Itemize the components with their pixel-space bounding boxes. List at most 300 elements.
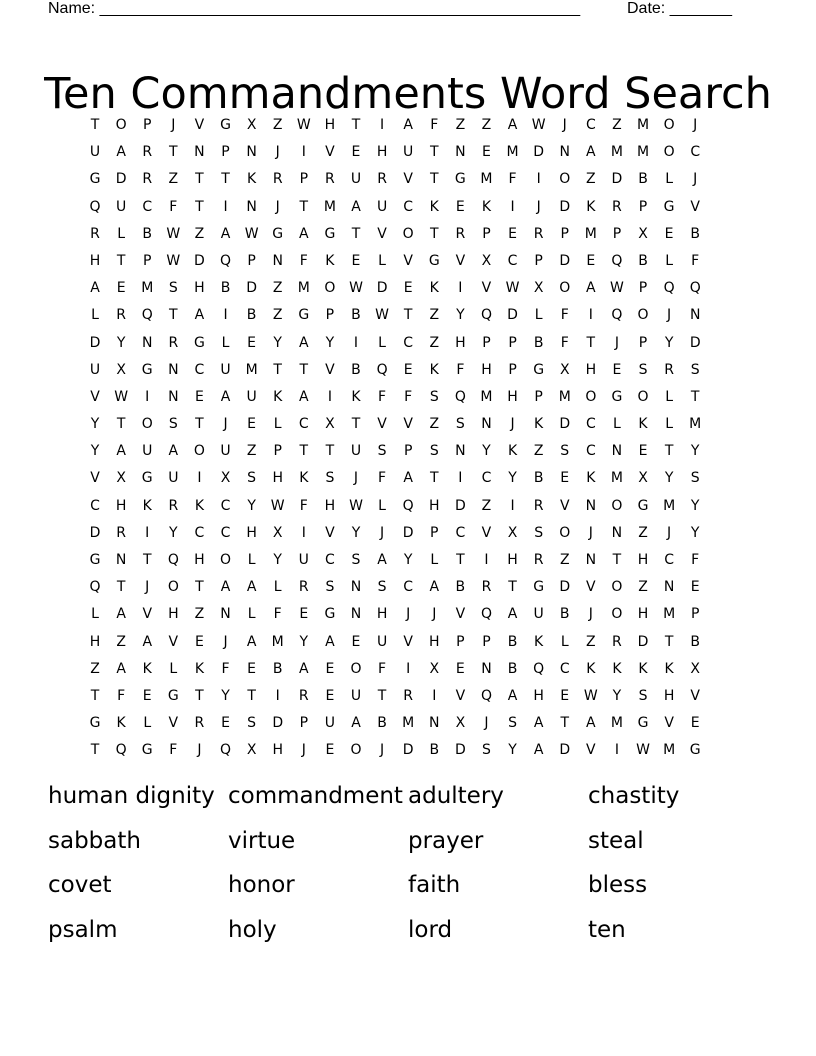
- grid-letter: Q: [454, 388, 466, 405]
- grid-letter: P: [534, 388, 543, 405]
- grid-letter: T: [429, 470, 439, 487]
- grid-letter: L: [665, 252, 674, 269]
- grid-letter: Y: [169, 524, 178, 541]
- grid-letter: C: [455, 524, 466, 541]
- grid-letter: N: [455, 443, 466, 460]
- grid-letter: Z: [481, 117, 492, 133]
- grid-letter: O: [559, 524, 571, 541]
- grid-letter: D: [559, 579, 571, 596]
- grid-letter: A: [586, 280, 596, 297]
- word-list-item: honor: [228, 872, 295, 898]
- grid-letter: K: [194, 497, 205, 514]
- grid-letter: A: [586, 144, 596, 161]
- grid-letter: H: [324, 117, 336, 133]
- grid-letter: N: [429, 715, 440, 732]
- grid-letter: G: [220, 117, 231, 133]
- grid-letter: P: [508, 361, 517, 378]
- grid-letter: V: [325, 524, 335, 541]
- grid-letter: N: [585, 497, 597, 514]
- grid-letter: L: [143, 715, 152, 732]
- grid-letter: T: [325, 443, 335, 460]
- grid-letter: O: [141, 416, 153, 433]
- grid-letter: Z: [638, 524, 648, 541]
- grid-letter: E: [351, 633, 361, 650]
- grid-letter: Z: [429, 307, 440, 324]
- grid-letter: K: [534, 416, 544, 433]
- grid-letter: T: [142, 552, 152, 568]
- grid-letter: B: [455, 579, 466, 596]
- grid-letter: T: [90, 742, 100, 759]
- grid-letter: L: [247, 552, 256, 568]
- grid-letter: H: [168, 606, 179, 623]
- word-list-item: human dignity: [48, 783, 215, 809]
- grid-letter: T: [195, 171, 204, 188]
- grid-letter: J: [223, 633, 228, 650]
- grid-letter: N: [194, 144, 205, 161]
- grid-letter: M: [480, 388, 493, 405]
- grid-letter: R: [533, 552, 544, 568]
- grid-letter: P: [325, 307, 335, 324]
- grid-letter: I: [588, 307, 593, 324]
- grid-letter: R: [455, 225, 466, 242]
- grid-letter: W: [610, 280, 624, 297]
- grid-letter: V: [168, 633, 179, 650]
- grid-letter: F: [273, 606, 282, 623]
- grid-letter: G: [637, 715, 649, 732]
- grid-letter: Z: [586, 171, 596, 188]
- grid-letter: F: [691, 552, 700, 568]
- grid-letter: J: [536, 198, 541, 215]
- grid-letter: J: [301, 742, 306, 759]
- grid-letter: T: [560, 715, 570, 732]
- grid-letter: B: [142, 225, 153, 242]
- grid-letter: M: [402, 715, 415, 732]
- grid-letter: L: [91, 307, 99, 324]
- grid-letter: Z: [116, 633, 126, 650]
- grid-letter: E: [612, 361, 622, 378]
- grid-letter: I: [145, 388, 150, 405]
- grid-letter: S: [429, 388, 439, 405]
- grid-letter: T: [429, 225, 439, 242]
- grid-letter: E: [247, 416, 257, 433]
- grid-letter: Q: [376, 361, 388, 378]
- grid-letter: A: [299, 388, 309, 405]
- grid-letter: Z: [194, 225, 205, 242]
- grid-letter: X: [246, 117, 257, 133]
- grid-letter: A: [429, 579, 440, 596]
- grid-letter: C: [403, 334, 414, 351]
- grid-letter: B: [220, 280, 231, 297]
- grid-letter: D: [89, 334, 101, 351]
- grid-letter: J: [275, 144, 280, 161]
- grid-letter: H: [89, 252, 101, 269]
- date-field-label: Date: _______: [627, 0, 732, 17]
- grid-letter: X: [246, 742, 257, 759]
- grid-letter: W: [270, 497, 285, 514]
- letter-grid: [82, 112, 708, 765]
- grid-letter: R: [90, 225, 100, 242]
- grid-letter: S: [508, 715, 517, 732]
- grid-letter: G: [193, 334, 205, 351]
- grid-letter: R: [142, 171, 153, 188]
- grid-letter: K: [299, 470, 309, 487]
- grid-letter: Y: [664, 334, 674, 351]
- grid-letter: S: [429, 443, 439, 460]
- grid-letter: Y: [690, 443, 700, 460]
- grid-letter: K: [429, 280, 439, 297]
- grid-letter: T: [169, 144, 178, 161]
- grid-letter: T: [90, 687, 100, 704]
- grid-letter: U: [116, 198, 127, 215]
- grid-letter: U: [298, 552, 309, 568]
- grid-letter: J: [197, 742, 202, 759]
- grid-letter: Y: [403, 552, 413, 568]
- grid-letter: P: [638, 198, 648, 215]
- grid-letter: P: [690, 606, 700, 623]
- grid-letter: O: [611, 579, 623, 596]
- grid-letter: V: [377, 416, 387, 433]
- grid-letter: E: [560, 687, 570, 704]
- grid-letter: A: [299, 334, 309, 351]
- grid-letter: A: [299, 225, 309, 242]
- grid-letter: V: [455, 252, 466, 269]
- grid-letter: D: [689, 334, 701, 351]
- grid-letter: L: [665, 416, 674, 433]
- grid-letter: T: [116, 252, 126, 269]
- grid-letter: M: [663, 497, 676, 514]
- grid-letter: W: [349, 497, 363, 514]
- grid-letter: I: [536, 171, 541, 188]
- grid-letter: J: [432, 606, 437, 623]
- grid-letter: J: [171, 117, 176, 133]
- grid-letter: J: [667, 524, 672, 541]
- grid-letter: W: [114, 388, 129, 405]
- grid-letter: A: [246, 579, 257, 596]
- grid-letter: L: [378, 497, 386, 514]
- word-list-item: bless: [588, 872, 648, 898]
- grid-letter: M: [689, 416, 702, 433]
- grid-letter: S: [325, 470, 335, 487]
- grid-letter: O: [115, 117, 127, 133]
- grid-letter: R: [298, 687, 309, 704]
- grid-letter: O: [350, 660, 362, 677]
- name-field-label: Name: ______________________________________________________: [48, 0, 581, 17]
- grid-letter: Z: [194, 606, 205, 623]
- grid-letter: C: [507, 252, 518, 269]
- grid-letter: H: [507, 552, 518, 568]
- word-list-item: commandment: [228, 783, 403, 809]
- grid-letter: X: [116, 470, 126, 487]
- grid-letter: V: [559, 497, 570, 514]
- grid-letter: F: [117, 687, 126, 704]
- grid-letter: D: [402, 524, 414, 541]
- grid-letter: Y: [612, 687, 622, 704]
- grid-letter: R: [298, 579, 309, 596]
- grid-letter: P: [403, 443, 413, 460]
- grid-letter: X: [481, 252, 492, 269]
- grid-letter: I: [432, 687, 437, 704]
- grid-letter: Q: [141, 307, 153, 324]
- grid-letter: A: [142, 633, 153, 650]
- grid-letter: E: [116, 280, 126, 297]
- grid-letter: I: [406, 660, 411, 677]
- grid-letter: B: [351, 307, 361, 324]
- grid-letter: I: [301, 524, 306, 541]
- grid-letter: T: [195, 579, 204, 596]
- grid-letter: P: [482, 334, 491, 351]
- grid-letter: D: [507, 307, 518, 324]
- grid-letter: R: [664, 361, 674, 378]
- grid-letter: C: [585, 443, 596, 460]
- word-list-item: virtue: [228, 827, 296, 854]
- grid-letter: A: [533, 742, 544, 759]
- grid-letter: X: [533, 280, 544, 297]
- grid-letter: Z: [429, 416, 440, 433]
- grid-letter: A: [351, 715, 361, 732]
- grid-letter: R: [168, 497, 179, 514]
- grid-letter: P: [221, 144, 230, 161]
- grid-letter: Q: [89, 579, 101, 596]
- grid-letter: D: [454, 497, 466, 514]
- grid-letter: G: [167, 687, 179, 704]
- grid-letter: I: [484, 552, 489, 568]
- grid-letter: N: [455, 144, 466, 161]
- grid-letter: V: [690, 198, 700, 215]
- grid-letter: E: [247, 334, 257, 351]
- grid-letter: K: [429, 361, 439, 378]
- word-list: [48, 778, 768, 956]
- grid-letter: M: [663, 606, 676, 623]
- grid-letter: G: [533, 579, 545, 596]
- grid-letter: A: [116, 443, 126, 460]
- grid-letter: H: [272, 470, 283, 487]
- grid-letter: S: [247, 470, 257, 487]
- grid-letter: Y: [482, 443, 491, 460]
- grid-letter: X: [455, 715, 466, 732]
- grid-letter: K: [586, 660, 596, 677]
- grid-letter: R: [612, 633, 622, 650]
- grid-letter: A: [220, 225, 231, 242]
- grid-letter: N: [350, 579, 362, 596]
- grid-letter: U: [89, 144, 101, 161]
- grid-letter: L: [560, 633, 569, 650]
- grid-letter: V: [586, 579, 596, 596]
- grid-letter: X: [507, 524, 518, 541]
- grid-letter: D: [194, 252, 205, 269]
- grid-letter: D: [246, 280, 257, 297]
- grid-letter: T: [116, 579, 126, 596]
- grid-letter: I: [510, 497, 515, 514]
- grid-letter: H: [533, 687, 544, 704]
- grid-letter: B: [638, 252, 648, 269]
- grid-letter: A: [403, 470, 413, 487]
- grid-letter: J: [484, 715, 489, 732]
- grid-letter: L: [378, 334, 386, 351]
- grid-letter: F: [560, 307, 569, 324]
- grid-letter: N: [611, 443, 623, 460]
- grid-letter: X: [638, 225, 648, 242]
- grid-letter: M: [558, 388, 571, 405]
- grid-letter: H: [194, 280, 205, 297]
- grid-letter: R: [116, 524, 126, 541]
- grid-letter: Q: [663, 280, 675, 297]
- word-list-item: steal: [588, 827, 644, 854]
- grid-letter: L: [534, 307, 543, 324]
- grid-letter: P: [456, 633, 465, 650]
- grid-letter: B: [507, 660, 518, 677]
- grid-letter: Y: [664, 470, 674, 487]
- grid-letter: R: [533, 225, 544, 242]
- grid-letter: R: [142, 144, 153, 161]
- grid-letter: X: [429, 660, 440, 677]
- grid-letter: G: [272, 225, 284, 242]
- grid-letter: C: [664, 552, 674, 568]
- grid-letter: X: [690, 660, 700, 677]
- grid-letter: E: [586, 252, 596, 269]
- grid-letter: C: [220, 524, 231, 541]
- grid-letter: G: [141, 361, 153, 378]
- grid-letter: U: [324, 715, 336, 732]
- grid-letter: Q: [220, 742, 232, 759]
- grid-letter: U: [89, 361, 101, 378]
- grid-letter: A: [90, 280, 100, 297]
- grid-letter: Z: [533, 443, 544, 460]
- grid-letter: J: [353, 470, 359, 487]
- grid-letter: L: [613, 416, 621, 433]
- grid-letter: T: [169, 307, 178, 324]
- grid-letter: V: [325, 144, 335, 161]
- grid-letter: T: [429, 171, 439, 188]
- grid-letter: L: [117, 225, 126, 242]
- grid-letter: L: [378, 252, 386, 269]
- grid-letter: M: [141, 280, 154, 297]
- grid-letter: F: [299, 497, 308, 514]
- grid-letter: P: [560, 225, 569, 242]
- grid-letter: T: [299, 443, 309, 460]
- grid-letter: G: [89, 552, 101, 568]
- grid-letter: D: [637, 633, 649, 650]
- grid-letter: G: [428, 252, 440, 269]
- grid-letter: G: [298, 307, 310, 324]
- grid-letter: U: [350, 443, 362, 460]
- grid-letter: K: [507, 443, 518, 460]
- grid-letter: C: [585, 117, 596, 133]
- grid-letter: T: [221, 171, 230, 188]
- grid-letter: V: [194, 117, 205, 133]
- grid-letter: V: [586, 742, 596, 759]
- grid-letter: V: [481, 524, 492, 541]
- grid-letter: J: [693, 117, 698, 133]
- grid-letter: E: [455, 660, 465, 677]
- grid-letter: U: [220, 361, 231, 378]
- grid-letter: N: [246, 198, 257, 215]
- grid-letter: K: [638, 416, 648, 433]
- grid-letter: D: [454, 742, 466, 759]
- grid-letter: B: [533, 470, 544, 487]
- grid-letter: A: [351, 198, 361, 215]
- grid-letter: H: [324, 497, 336, 514]
- grid-letter: J: [667, 307, 672, 324]
- grid-letter: N: [559, 144, 570, 161]
- grid-letter: W: [166, 252, 181, 269]
- grid-letter: P: [143, 117, 152, 133]
- grid-letter: S: [690, 361, 700, 378]
- grid-letter: W: [296, 117, 311, 133]
- grid-letter: S: [351, 552, 361, 568]
- grid-letter: Q: [115, 742, 127, 759]
- grid-letter: C: [403, 579, 414, 596]
- grid-letter: I: [380, 117, 385, 133]
- grid-letter: H: [429, 633, 440, 650]
- grid-letter: E: [325, 687, 335, 704]
- grid-letter: W: [349, 280, 363, 297]
- grid-letter: I: [353, 334, 359, 351]
- grid-letter: T: [429, 144, 439, 161]
- grid-letter: Y: [690, 524, 700, 541]
- grid-letter: A: [299, 660, 309, 677]
- grid-letter: T: [195, 416, 204, 433]
- grid-letter: I: [197, 470, 202, 487]
- grid-letter: R: [612, 198, 622, 215]
- grid-letter: X: [116, 361, 126, 378]
- grid-letter: F: [169, 198, 178, 215]
- grid-letter: M: [245, 361, 258, 378]
- grid-letter: F: [404, 388, 413, 405]
- grid-letter: Z: [272, 280, 283, 297]
- grid-letter: V: [403, 633, 413, 650]
- grid-letter: F: [456, 361, 465, 378]
- grid-letter: Z: [429, 334, 440, 351]
- grid-letter: F: [378, 660, 387, 677]
- grid-letter: A: [507, 606, 518, 623]
- grid-letter: Y: [508, 742, 517, 759]
- grid-letter: P: [638, 334, 648, 351]
- word-list-item: holy: [228, 916, 277, 943]
- grid-letter: L: [665, 171, 674, 188]
- grid-letter: V: [455, 606, 466, 623]
- grid-letter: N: [611, 524, 623, 541]
- grid-letter: D: [559, 198, 571, 215]
- word-list-item: chastity: [588, 783, 680, 809]
- grid-letter: Q: [533, 660, 545, 677]
- grid-letter: T: [299, 198, 309, 215]
- grid-letter: B: [638, 171, 648, 188]
- grid-letter: C: [403, 198, 414, 215]
- grid-letter: T: [351, 416, 361, 433]
- grid-letter: P: [247, 252, 256, 269]
- grid-letter: V: [481, 280, 492, 297]
- grid-letter: M: [297, 280, 310, 297]
- grid-letter: U: [350, 171, 362, 188]
- grid-letter: F: [691, 252, 700, 269]
- grid-letter: Z: [246, 443, 257, 460]
- grid-letter: M: [636, 144, 650, 161]
- grid-letter: J: [614, 334, 619, 351]
- grid-letter: N: [168, 388, 179, 405]
- grid-letter: H: [637, 606, 649, 623]
- grid-letter: R: [116, 307, 126, 324]
- grid-letter: G: [611, 388, 623, 405]
- grid-letter: R: [377, 171, 387, 188]
- grid-letter: D: [89, 524, 101, 541]
- grid-letter: V: [455, 687, 466, 704]
- grid-letter: C: [142, 198, 153, 215]
- grid-letter: Z: [272, 307, 283, 324]
- grid-letter: M: [323, 198, 336, 215]
- grid-letter: N: [168, 361, 179, 378]
- grid-letter: G: [141, 470, 153, 487]
- grid-letter: K: [247, 171, 257, 188]
